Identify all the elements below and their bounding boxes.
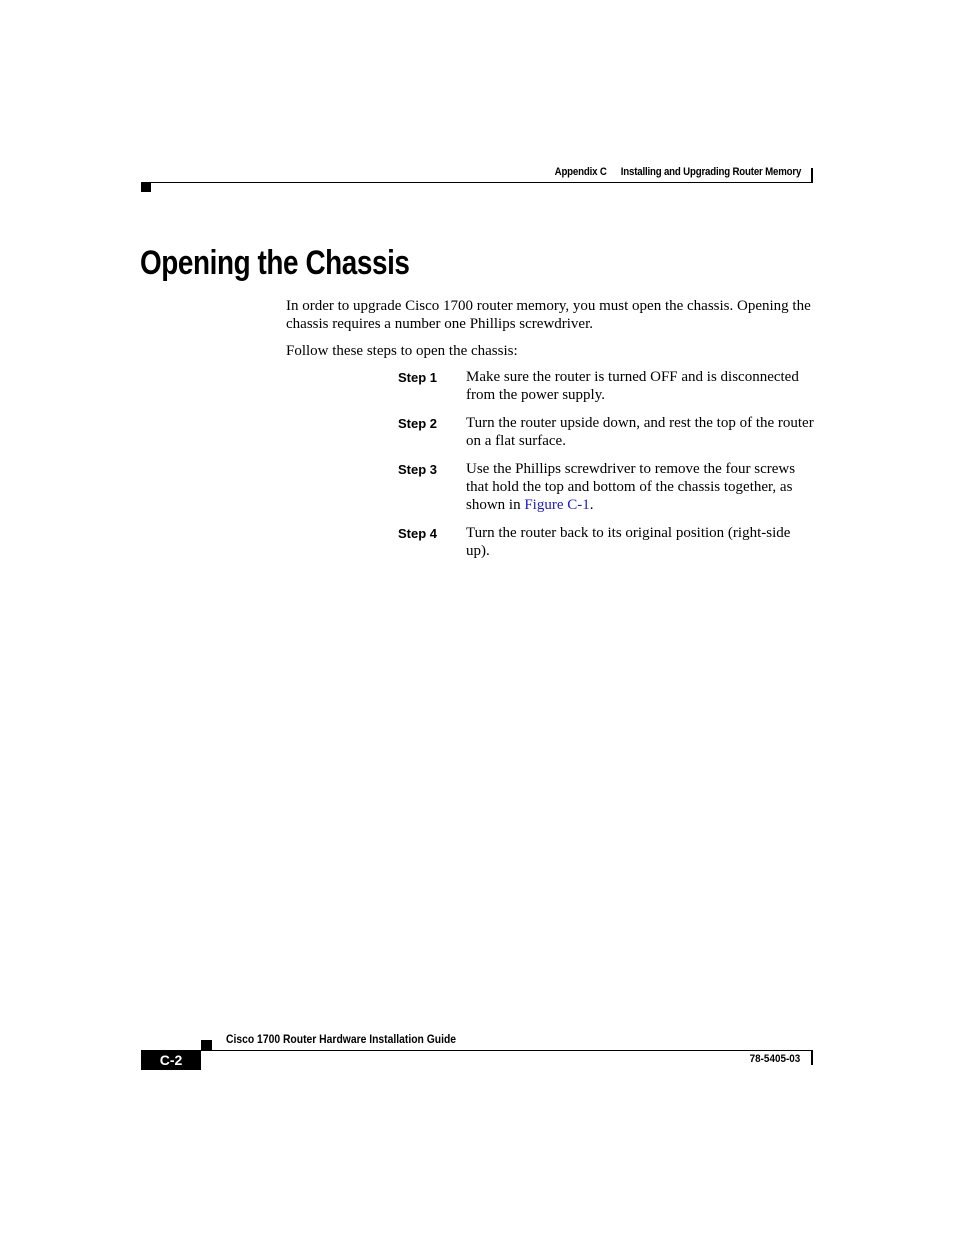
figure-c1-link[interactable]: Figure C-1 bbox=[524, 497, 590, 513]
page-number: C-2 bbox=[141, 1051, 201, 1070]
header-appendix: Appendix C bbox=[554, 166, 607, 178]
step-item bbox=[398, 524, 818, 560]
step-list bbox=[398, 368, 818, 570]
step-label: Step 1 bbox=[398, 370, 438, 385]
step-text: Make sure the router is turned OFF and is disconnected from the power supply. bbox=[466, 369, 799, 403]
document-number: 78-5405-03 bbox=[749, 1053, 800, 1065]
header-square-marker bbox=[141, 183, 151, 192]
footer-rule bbox=[141, 1050, 813, 1051]
header-tick-mark bbox=[811, 168, 813, 183]
running-header bbox=[554, 166, 801, 178]
lead-in-paragraph: Follow these steps to open the chassis: bbox=[286, 343, 518, 359]
step-item bbox=[398, 460, 818, 514]
step-text-before-link: Use the Phillips screwdriver to remove the four screws that hold the top and bottom of the chassis together, as shown in bbox=[466, 461, 796, 513]
section-title: Opening the Chassis bbox=[140, 244, 410, 282]
step-text: Turn the router back to its original position (right-side up). bbox=[466, 525, 791, 559]
footer-tick-mark bbox=[811, 1051, 813, 1065]
footer-guide-title: Cisco 1700 Router Hardware Installation Guide bbox=[226, 1034, 457, 1046]
step-item bbox=[398, 414, 818, 450]
header-rule bbox=[141, 182, 813, 183]
step-text bbox=[466, 460, 816, 514]
step-label: Step 3 bbox=[398, 462, 438, 477]
footer-square-marker bbox=[201, 1040, 212, 1050]
intro-paragraph: In order to upgrade Cisco 1700 router memory, you must open the chassis. Opening the chassis requires a number one Phillips screwdriver. bbox=[286, 298, 811, 332]
step-text-after-link: . bbox=[589, 497, 594, 513]
step-item bbox=[398, 368, 818, 404]
step-label: Step 4 bbox=[398, 526, 438, 541]
header-chapter-title: Installing and Upgrading Router Memory bbox=[620, 166, 801, 178]
step-text: Turn the router upside down, and rest the top of the router on a flat surface. bbox=[466, 415, 814, 449]
step-label: Step 2 bbox=[398, 416, 438, 431]
